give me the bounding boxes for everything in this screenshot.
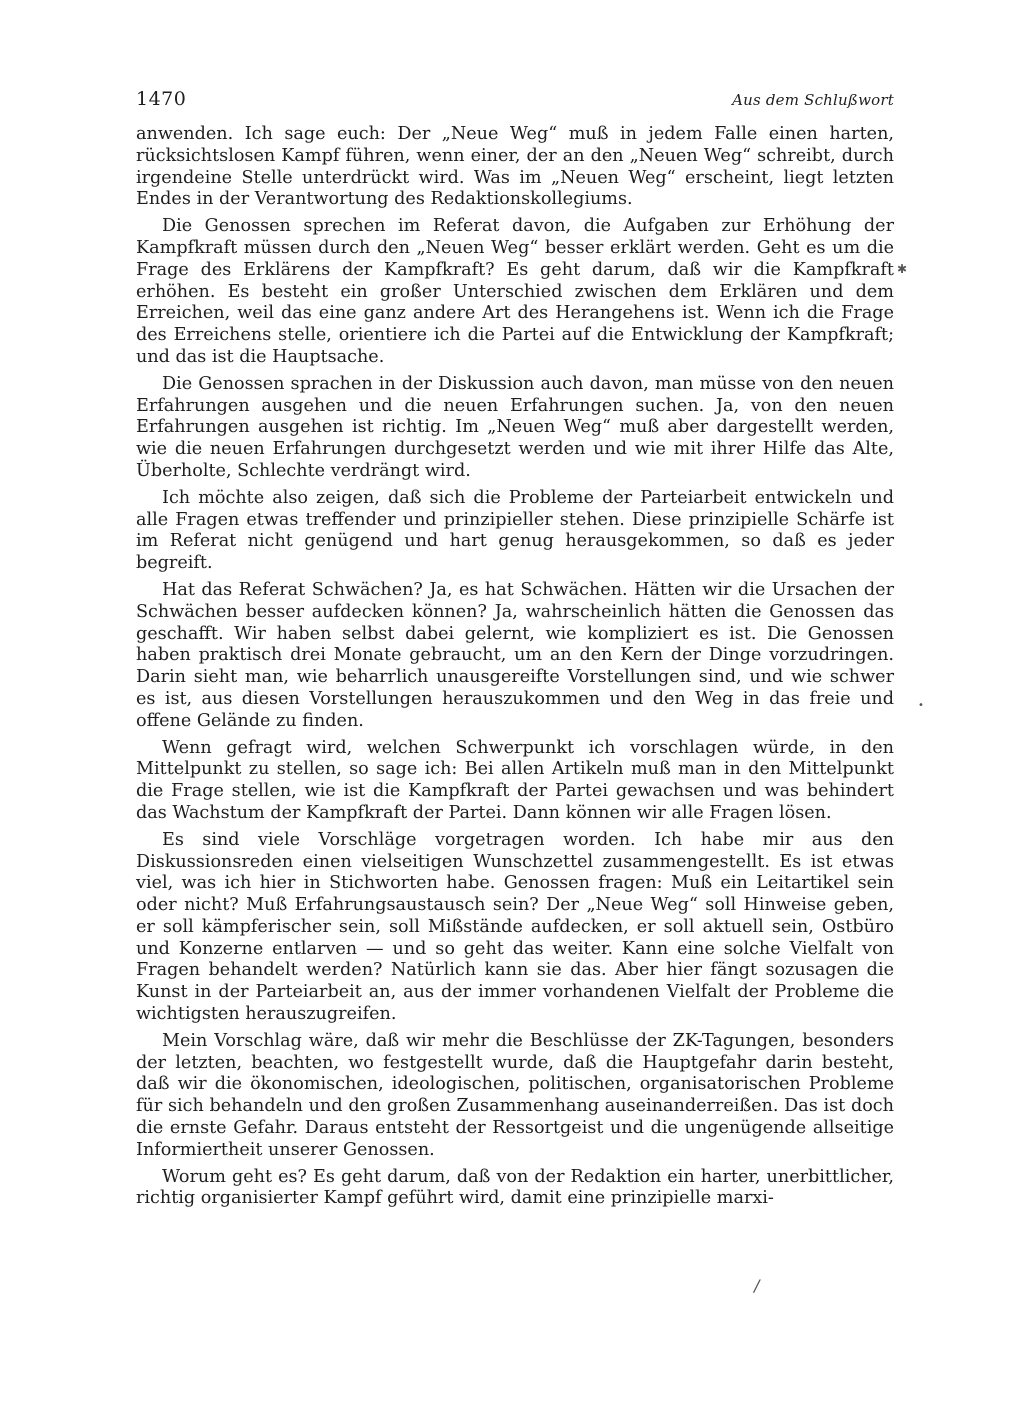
running-head: Aus dem Schlußwort (732, 91, 894, 109)
page-header (136, 88, 894, 124)
paragraph: Es sind viele Vorschläge vorgetragen worden. Ich habe mir aus den Diskussionsreden einen vielseitigen Wunschzettel zusammengestellt. Es ist etwas viel, was ich hier in Stichworten habe. Genossen fragen: Muß ein Leitartikel sein oder nicht? Muß Erfahrungsaustausch sein? Der „Neue Weg“ soll Hinweise geben, er soll kämpferischer sein, soll Mißstände aufdecken, er soll aktuell sein, Ostbüro und Konzerne entlarven — und so geht das weiter. Kann eine solche Vielfalt von Fragen behandelt werden? Natürlich kann sie das. Aber hier fängt sozusagen die Kunst in der Parteiarbeit an, aus der immer vorhandenen Vielfalt der Probleme die wichtigsten herauszugreifen. (136, 829, 894, 1025)
paragraph: Die Genossen sprechen im Referat davon, die Aufgaben zur Erhöhung der Kampfkraft müssen durch den „Neuen Weg“ besser erklärt werden. Geht es um die Frage des Erklärens der Kampfkraft? Es geht darum, daß wir die Kampfkraft erhöhen. Es besteht ein großer Unterschied zwischen dem Erklären und dem Erreichen, weil das eine ganz andere Art des Herangehens ist. Wenn ich die Frage des Erreichens stelle, orientiere ich die Partei auf die Entwicklung der Kampfkraft; und das ist die Hauptsache. (136, 216, 894, 367)
pencil-tick-mark: / (754, 1276, 760, 1295)
paragraph: Worum geht es? Es geht darum, daß von der Redaktion ein harter, unerbittlicher, richtig organisierter Kampf geführt wird, damit eine prinzipielle marxi- (136, 1166, 894, 1209)
margin-dot-mark: • (918, 700, 924, 711)
page-number: 1470 (136, 88, 187, 110)
paragraph: Mein Vorschlag wäre, daß wir mehr die Beschlüsse der ZK-Tagungen, besonders der letzten, beachten, wo festgestellt wurde, daß die Hauptgefahr darin besteht, daß wir die ökonomischen, ideologischen, politischen, organisatorischen Probleme für sich behandeln und den großen Zusammenhang auseinanderreißen. Das ist doch die ernste Gefahr. Daraus entsteht der Ressortgeist und die ungenügende allseitige Informiertheit unserer Genossen. (136, 1030, 894, 1160)
document-page (136, 88, 894, 1215)
paragraph: anwenden. Ich sage euch: Der „Neue Weg“ muß in jedem Falle einen harten, rücksichtslosen Kampf führen, wenn einer, der an den „Neuen Weg“ schreibt, durch irgendeine Stelle unterdrückt wird. Was im „Neuen Weg“ erscheint, liegt letzten Endes in der Verantwortung des Redaktionskollegiums. (136, 124, 894, 210)
body-text (136, 124, 894, 1210)
ink-speck-mark: ✱ (897, 262, 908, 276)
paragraph: Die Genossen sprachen in der Diskussion auch davon, man müsse von den neuen Erfahrungen ausgehen und die neuen Erfahrungen suchen. Ja, von den neuen Erfahrungen ausgehen ist richtig. Im „Neuen Weg“ muß aber dargestellt werden, wie die neuen Erfahrungen durchgesetzt werden und wie mit ihrer Hilfe das Alte, Überholte, Schlechte verdrängt wird. (136, 373, 894, 481)
paragraph: Hat das Referat Schwächen? Ja, es hat Schwächen. Hätten wir die Ursachen der Schwächen besser aufdecken können? Ja, wahrscheinlich hätten die Genossen das geschafft. Wir haben selbst dabei gelernt, wie kompliziert es ist. Die Genossen haben praktisch drei Monate gebraucht, um an den Kern der Dinge vorzudringen. Darin sieht man, wie beharrlich unausgereifte Vorstellungen sind, und wie schwer es ist, aus diesen Vorstellungen herauszukommen und den Weg in das freie und offene Gelände zu finden. (136, 579, 894, 731)
paragraph: Ich möchte also zeigen, daß sich die Probleme der Parteiarbeit entwickeln und alle Fragen etwas treffender und prinzipieller stehen. Diese prinzipielle Schärfe ist im Referat nicht genügend und hart genug herausgekommen, so daß es jeder begreift. (136, 487, 894, 574)
paragraph: Wenn gefragt wird, welchen Schwerpunkt ich vorschlagen würde, in den Mittelpunkt zu stellen, so sage ich: Bei allen Artikeln muß man in den Mittelpunkt die Frage stellen, wie ist die Kampfkraft der Partei gewachsen und was behindert das Wachstum der Kampfkraft der Partei. Dann können wir alle Fragen lösen. (136, 737, 894, 823)
